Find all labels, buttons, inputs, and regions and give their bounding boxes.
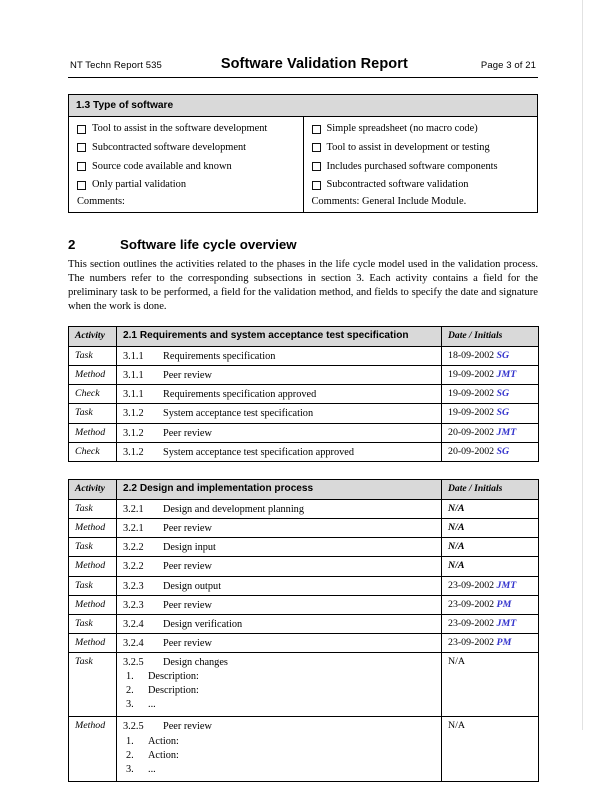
date-value: N/A (448, 522, 465, 533)
cell-activity: Method (69, 366, 117, 385)
cell-activity: Task (69, 499, 117, 518)
checkbox-label: Includes purchased software components (326, 160, 498, 172)
subsection-number: 3.2.3 (123, 580, 144, 592)
description-text: System acceptance test specification (163, 408, 314, 420)
right-comments: Comments: General Include Module. (311, 195, 467, 207)
cell-activity: Task (69, 614, 117, 633)
type-of-software-right-column (303, 117, 538, 213)
cell-date-initials (442, 634, 539, 653)
date-value: 19-09-2002 (448, 407, 495, 419)
initials-value: JMT (496, 617, 517, 629)
sub-item-text: Description: (148, 685, 199, 697)
cell-description (117, 404, 442, 423)
description-text: Design verification (163, 618, 243, 630)
description-text: Peer review (163, 638, 212, 650)
page-content (68, 56, 538, 799)
subsection-number: 3.2.1 (123, 503, 144, 515)
initials-value: SG (496, 407, 510, 419)
column-header-title: 2.2 Design and implementation process (117, 479, 442, 499)
section-heading (68, 237, 538, 252)
date-value: N/A (448, 541, 465, 553)
initials-value: JMT (496, 426, 517, 438)
header-divider (68, 77, 538, 78)
cell-activity: Check (69, 385, 117, 404)
date-value: N/A (448, 656, 466, 668)
cell-date-initials (442, 404, 539, 423)
subsection-number: 3.2.4 (123, 638, 144, 650)
type-of-software-table (68, 94, 538, 213)
cell-activity: Method (69, 595, 117, 614)
cell-date-initials (442, 576, 539, 595)
subsection-number: 3.2.3 (123, 599, 144, 611)
column-header-title: 2.1 Requirements and system acceptance test specification (117, 326, 442, 346)
date-value: 20-09-2002 (448, 426, 495, 438)
checkbox-label: Tool to assist in the software development (92, 123, 268, 135)
checkbox-option[interactable] (311, 178, 532, 191)
sub-item (123, 763, 436, 777)
description-text: Peer review (163, 523, 212, 534)
initials-value: SG (496, 445, 510, 457)
subsection-number: 3.2.4 (123, 618, 144, 630)
section-number: 2 (68, 237, 76, 253)
checkbox-label: Only partial validation (92, 179, 187, 191)
table-row (69, 346, 539, 365)
date-value: 19-09-2002 (448, 369, 495, 381)
cell-activity: Task (69, 346, 117, 365)
checkbox-icon[interactable] (77, 143, 86, 152)
sub-item-text: Action: (148, 749, 179, 761)
checkbox-icon[interactable] (77, 162, 86, 171)
document-page (10, 0, 583, 775)
cell-description (117, 614, 442, 633)
column-header-date: Date / Initials (442, 479, 539, 499)
column-header-activity: Activity (69, 479, 117, 499)
cell-date-initials (442, 717, 539, 781)
checkbox-icon[interactable] (312, 143, 321, 152)
column-header-date: Date / Initials (442, 326, 539, 346)
cell-description (117, 346, 442, 365)
cell-description (117, 538, 442, 557)
sub-item (123, 684, 436, 698)
date-value: N/A (448, 502, 465, 514)
table-row (69, 423, 539, 442)
description-text: Design and development planning (163, 503, 304, 515)
sub-item-number: 3. (126, 763, 134, 775)
subsection-number: 3.1.2 (123, 427, 144, 439)
table-row (69, 442, 539, 461)
date-value: 23-09-2002 (448, 579, 495, 591)
cell-activity: Task (69, 576, 117, 595)
section-title: Software life cycle overview (120, 237, 297, 253)
checkbox-icon[interactable] (312, 125, 321, 134)
cell-activity: Method (69, 519, 117, 538)
table-row (69, 653, 539, 717)
cell-activity: Check (69, 442, 117, 461)
table-row (69, 385, 539, 404)
cell-date-initials (442, 423, 539, 442)
cell-date-initials (442, 614, 539, 633)
checkbox-icon[interactable] (312, 181, 321, 190)
checkbox-option[interactable] (76, 160, 297, 173)
sub-item-text: ... (148, 763, 156, 775)
checkbox-list-right (311, 122, 532, 192)
cell-date-initials (442, 519, 539, 538)
cell-description (117, 385, 442, 404)
cell-activity: Method (69, 557, 117, 576)
subsection-number: 3.1.1 (123, 389, 144, 401)
type-of-software-left-column (69, 117, 304, 213)
sub-item-number: 1. (126, 735, 134, 747)
subsection-number: 3.1.1 (123, 350, 144, 362)
initials-value: JMT (496, 369, 517, 381)
sub-item-text: ... (148, 699, 156, 711)
cell-date-initials (442, 442, 539, 461)
initials-value: PM (496, 637, 512, 649)
subsection-number: 3.2.5 (123, 657, 144, 669)
checkbox-list-left (76, 122, 297, 192)
table-header-row (69, 326, 539, 346)
type-of-software-heading: 1.3 Type of software (69, 95, 538, 117)
description-text: Requirements specification (163, 350, 276, 362)
checkbox-option[interactable] (311, 122, 532, 135)
date-value: 20-09-2002 (448, 445, 495, 457)
subsection-number: 3.2.2 (123, 542, 144, 554)
initials-value: SG (496, 349, 510, 361)
cell-description (117, 576, 442, 595)
cell-description (117, 366, 442, 385)
report-id: NT Techn Report 535 (70, 60, 162, 71)
table-row (69, 366, 539, 385)
description-text: Design output (163, 580, 222, 592)
description-text: Peer review (163, 370, 212, 382)
sub-item (123, 670, 436, 684)
table-row (69, 717, 539, 781)
date-value: 23-09-2002 (448, 637, 495, 649)
sub-item-text: Description: (148, 671, 199, 683)
section-paragraph: This section outlines the activities related to the phases in the life cycle model used in the validation process. The numbers refer to the corresponding subsections in section 3. Each activity contains a field for the preliminary task to be performed, a field for the validation method, and fields to specify the date and signature when the work is done. (68, 259, 538, 313)
cell-description (117, 634, 442, 653)
cell-activity: Task (69, 538, 117, 557)
checkbox-option[interactable] (311, 141, 532, 154)
cell-date-initials (442, 653, 539, 717)
checkbox-icon[interactable] (77, 181, 86, 190)
description-text: Design changes (163, 657, 228, 669)
description-text: Peer review (163, 561, 212, 573)
page-number: Page 3 of 21 (480, 60, 536, 71)
cell-activity: Task (69, 404, 117, 423)
cell-description (117, 423, 442, 442)
activity-table (68, 326, 539, 462)
sub-item-number: 3. (126, 699, 134, 711)
checkbox-label: Subcontracted software development (92, 141, 247, 153)
initials-value: PM (496, 598, 512, 610)
cell-date-initials (442, 557, 539, 576)
description-text: Requirements specification approved (163, 389, 317, 401)
description-text: System acceptance test specification approved (163, 446, 354, 458)
description-text: Peer review (163, 599, 212, 611)
date-value: 23-09-2002 (448, 617, 495, 629)
sub-item-number: 1. (126, 671, 134, 683)
subsection-number: 3.1.1 (123, 370, 144, 382)
table-row (69, 499, 539, 518)
checkbox-icon[interactable] (312, 162, 321, 171)
sub-item-text: Action: (148, 735, 179, 747)
table-row (69, 519, 539, 538)
checkbox-option[interactable] (76, 178, 297, 191)
checkbox-label: Tool to assist in development or testing (326, 141, 490, 153)
cell-date-initials (442, 499, 539, 518)
cell-date-initials (442, 346, 539, 365)
document-title: Software Validation Report (220, 56, 408, 72)
table-row (69, 557, 539, 576)
table-header-row (69, 479, 539, 499)
table-row (69, 595, 539, 614)
cell-description (117, 499, 442, 518)
table-row (69, 634, 539, 653)
cell-date-initials (442, 385, 539, 404)
subsection-number: 3.1.2 (123, 408, 144, 420)
cell-description (117, 595, 442, 614)
cell-activity: Method (69, 423, 117, 442)
cell-description (117, 519, 442, 538)
cell-date-initials (442, 538, 539, 557)
activity-tables (68, 326, 538, 782)
sub-item (123, 698, 436, 712)
table-row (69, 576, 539, 595)
checkbox-label: Subcontracted software validation (326, 179, 469, 191)
cell-description (117, 717, 442, 781)
subsection-number: 3.2.2 (123, 561, 144, 573)
cell-activity: Method (69, 634, 117, 653)
sub-item-number: 2. (126, 749, 134, 761)
running-header (68, 56, 538, 77)
date-value: 18-09-2002 (448, 349, 495, 361)
date-value: 19-09-2002 (448, 388, 495, 400)
cell-activity: Task (69, 653, 117, 717)
cell-description (117, 442, 442, 461)
cell-description (117, 653, 442, 717)
checkbox-label: Simple spreadsheet (no macro code) (326, 123, 478, 135)
date-value: N/A (448, 720, 466, 732)
checkbox-option[interactable] (311, 160, 532, 173)
cell-date-initials (442, 366, 539, 385)
subsection-number: 3.2.5 (123, 721, 144, 733)
sub-item (123, 735, 436, 749)
date-value: 23-09-2002 (448, 598, 495, 610)
type-of-software-heading-row (69, 95, 538, 117)
initials-value: SG (496, 388, 510, 400)
left-comments: Comments: (77, 195, 125, 207)
type-of-software-body-row (69, 117, 538, 213)
checkbox-icon[interactable] (77, 125, 86, 134)
description-text: Peer review (163, 721, 212, 733)
table-row (69, 614, 539, 633)
activity-table (68, 479, 539, 782)
sub-item-list (123, 670, 436, 712)
description-text: Peer review (163, 427, 212, 439)
date-value: N/A (448, 560, 465, 572)
subsection-number: 3.1.2 (123, 446, 144, 458)
sub-item (123, 749, 436, 763)
table-row (69, 538, 539, 557)
sub-item-number: 2. (126, 685, 134, 697)
column-header-activity: Activity (69, 326, 117, 346)
cell-description (117, 557, 442, 576)
checkbox-option[interactable] (76, 141, 297, 154)
cell-date-initials (442, 595, 539, 614)
table-row (69, 404, 539, 423)
sub-item-list (123, 735, 436, 777)
cell-activity: Method (69, 717, 117, 781)
initials-value: JMT (496, 579, 517, 591)
checkbox-label: Source code available and known (92, 160, 232, 172)
description-text: Design input (163, 542, 216, 554)
subsection-number: 3.2.1 (123, 523, 144, 534)
checkbox-option[interactable] (76, 122, 297, 135)
